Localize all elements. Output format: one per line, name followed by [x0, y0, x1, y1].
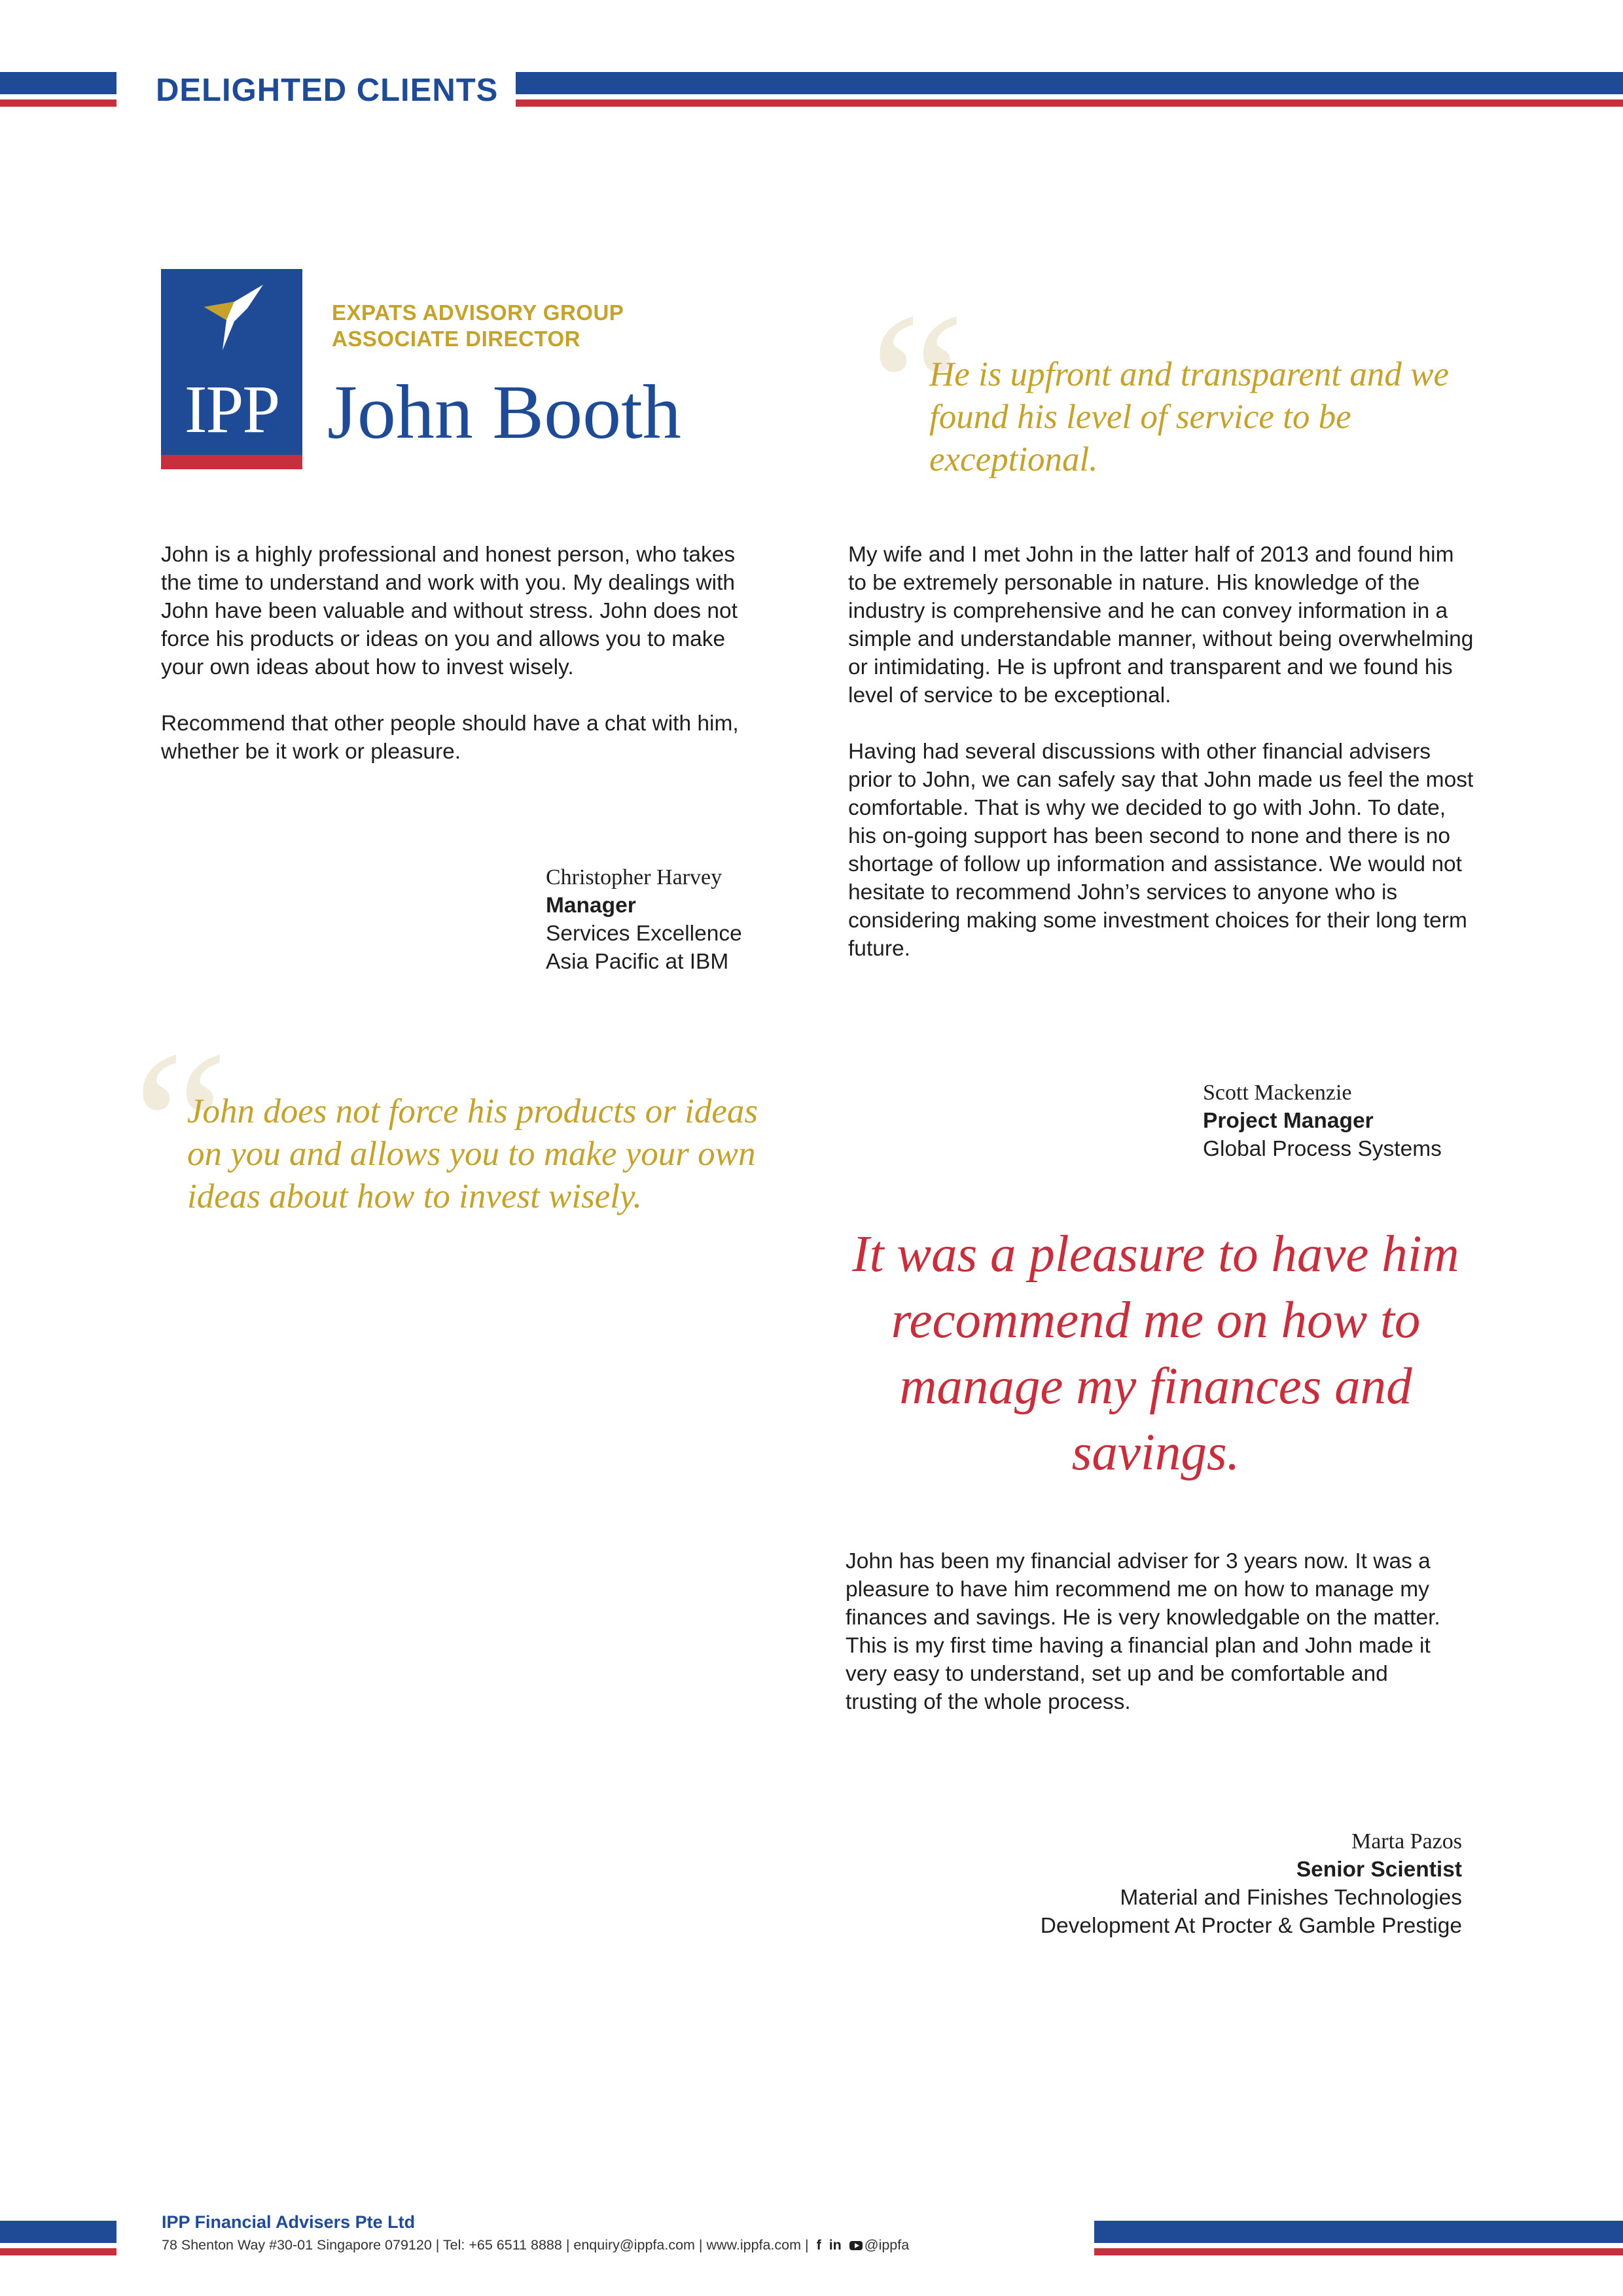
- ipp-logo: [161, 269, 302, 469]
- adviser-group: EXPATS ADVISORY GROUP: [332, 300, 624, 325]
- pull-quote-red: It was a pleasure to have him recommend me on how to manage my finances and savings.: [852, 1226, 1459, 1481]
- testimonial-1-paragraph-1: John is a highly professional and honest person, who takes the time to understand and work with you. My dealings with John have been valuable and without stress. John does not force his products or ideas on you and allows you to make your own ideas about how to invest wisely.: [161, 543, 738, 679]
- signature-name: Christopher Harvey: [546, 865, 722, 889]
- signature-org-line: Development At Procter & Gamble Prestige: [1040, 1914, 1462, 1938]
- pull-quote-upfront: He is upfront and transparent and we found his level of service to be exceptional.: [929, 355, 1450, 478]
- adviser-role: ASSOCIATE DIRECTOR: [332, 327, 580, 351]
- header-bar-right: [516, 72, 1623, 107]
- bird-star-logo-icon: [200, 282, 272, 354]
- youtube-icon[interactable]: [849, 2241, 863, 2250]
- section-title: DELIGHTED CLIENTS: [156, 73, 499, 108]
- footer-bar-left: [0, 2221, 116, 2255]
- footer-company: IPP Financial Advisers Pte Ltd: [162, 2212, 416, 2232]
- testimonial-1-body: [161, 541, 763, 766]
- header-bar-left: [0, 72, 116, 107]
- linkedin-icon[interactable]: in: [829, 2237, 842, 2253]
- testimonial-1-signature: [546, 863, 742, 976]
- testimonial-2-signature: [1203, 1079, 1442, 1163]
- facebook-icon[interactable]: f: [816, 2237, 821, 2253]
- signature-name: Scott Mackenzie: [1203, 1081, 1352, 1105]
- footer-contact-text: 78 Shenton Way #30-01 Singapore 079120 | Tel: +65 6511 8888 | enquiry@ippfa.com | www.ippfa.com |: [162, 2237, 809, 2253]
- testimonial-2-paragraph-2: Having had several discussions with other financial advisers prior to John, we can safely say that John made us feel the most comfortable. That is why we decided to go with John. To date, his on-going support has been second to none and there is no shortage of follow up information and assistance. We would not hesitate to recommend John’s services to anyone who is considering making some investment choices for their long term future.: [848, 740, 1474, 961]
- signature-title: Senior Scientist: [1296, 1857, 1462, 1882]
- signature-org-line: Material and Finishes Technologies: [1120, 1886, 1462, 1910]
- adviser-group-label: [332, 300, 624, 352]
- footer-bar-right: [1094, 2221, 1623, 2255]
- testimonial-3-signature: [903, 1827, 1462, 1940]
- quote-mark-icon: “: [111, 1007, 232, 1246]
- testimonial-3-body: [846, 1547, 1461, 1716]
- signature-org-line: Services Excellence: [546, 922, 742, 946]
- logo-red-strip: [161, 455, 302, 469]
- testimonial-1-paragraph-2: Recommend that other people should have a chat with him, whether be it work or pleasure.: [161, 711, 739, 764]
- social-handle[interactable]: @ippfa: [864, 2237, 910, 2253]
- testimonial-2-paragraph-1: My wife and I met John in the latter half of 2013 and found him to be extremely personable in nature. His knowledge of the industry is comprehensive and he can convey information in a simple and understandable manner, without being overwhelming or intimidating. He is upfront and transparent and we found his level of service to be exceptional.: [848, 543, 1474, 708]
- pull-quote-left: John does not force his products or ideas on you and allows you to make your own ideas about how to invest wisely.: [187, 1092, 758, 1215]
- signature-name: Marta Pazos: [1351, 1829, 1462, 1854]
- footer-contact: [162, 2237, 909, 2253]
- testimonial-2-body: [848, 541, 1476, 963]
- signature-org-line: Asia Pacific at IBM: [546, 950, 729, 974]
- adviser-name: John Booth: [327, 369, 681, 455]
- signature-title: Manager: [546, 893, 636, 918]
- signature-title: Project Manager: [1203, 1109, 1374, 1133]
- signature-org-line: Global Process Systems: [1203, 1137, 1442, 1161]
- logo-text: IPP: [184, 372, 279, 447]
- testimonial-3-paragraph-1: John has been my financial adviser for 3 years now. It was a pleasure to have him recommend me on how to manage my finances and savings. He is very knowledgable on the matter. This is my first time having a financial plan and John made it very easy to understand, set up and be comfortable and trusting of the whole process.: [846, 1549, 1440, 1714]
- quote-mark-icon: “: [848, 268, 969, 507]
